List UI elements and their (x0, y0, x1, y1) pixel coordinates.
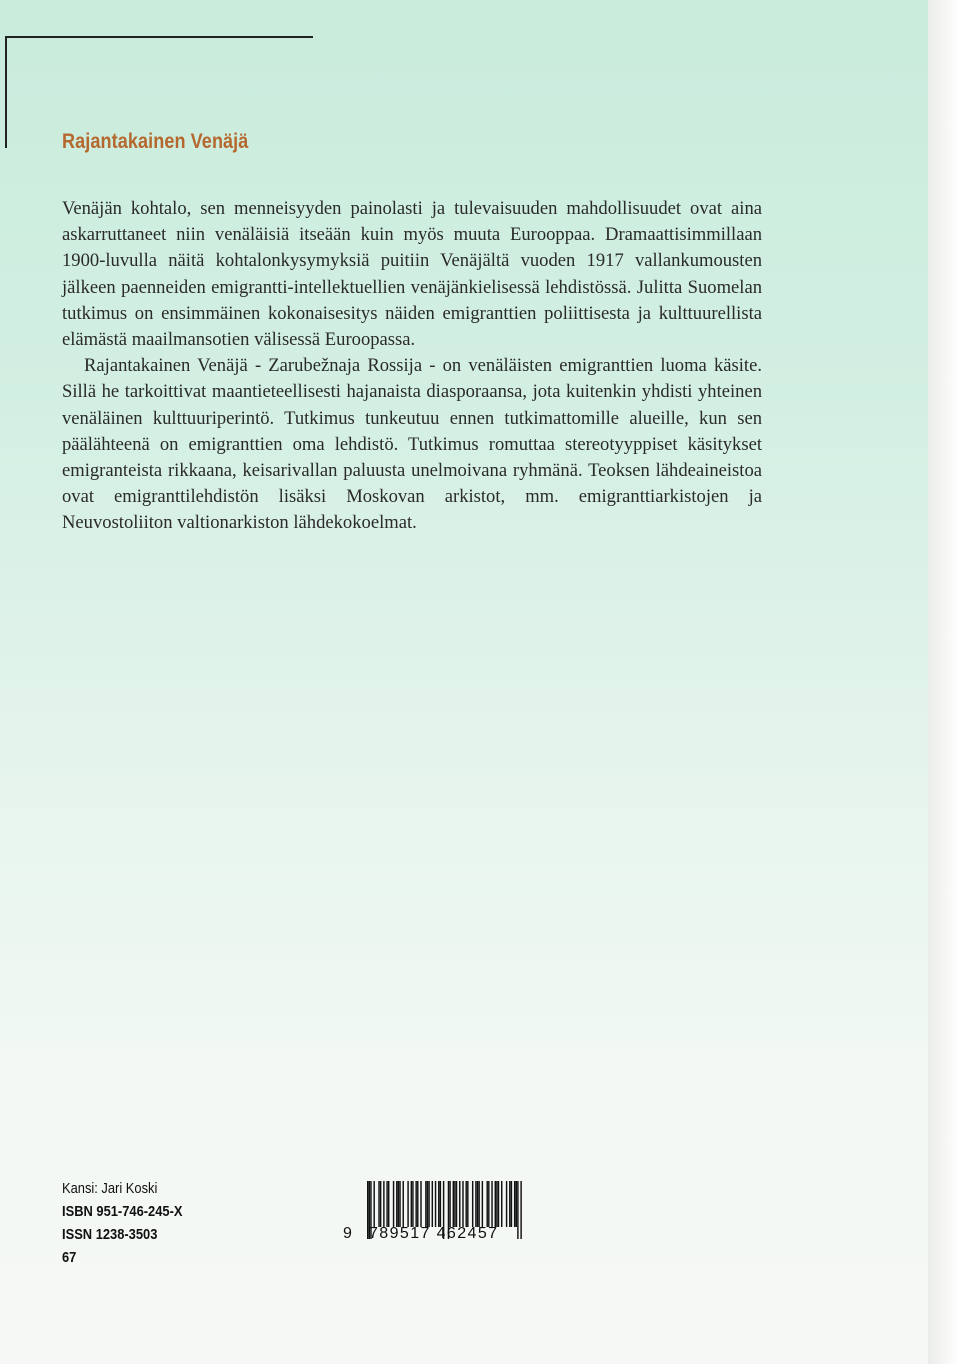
issn-number: ISSN 1238-3503 (62, 1226, 158, 1243)
barcode-bar (420, 1181, 421, 1227)
barcode-bar (398, 1181, 399, 1227)
barcode-bar (462, 1181, 463, 1227)
book-title: Rajantakainen Venäjä (62, 130, 249, 153)
barcode-bar (456, 1181, 457, 1227)
barcode-bar (440, 1181, 441, 1227)
isbn-number: ISBN 951-746-245-X (62, 1203, 183, 1220)
barcode-lead-digit: 9 (343, 1225, 352, 1242)
barcode-bar (472, 1181, 473, 1227)
barcode-bar (393, 1181, 394, 1227)
barcode-bar (399, 1181, 400, 1227)
frame-line-top (5, 36, 313, 38)
blurb-text (62, 196, 762, 537)
barcode (343, 1181, 528, 1253)
barcode-bar (467, 1181, 468, 1227)
barcode-bar (435, 1181, 436, 1227)
barcode-bar (511, 1181, 512, 1227)
barcode-bar (478, 1181, 479, 1227)
barcode-bar (417, 1181, 418, 1227)
barcode-bar (449, 1181, 450, 1227)
barcode-bar (506, 1181, 507, 1227)
barcode-digits: 789517 462457 (369, 1225, 499, 1242)
barcode-bar (373, 1181, 374, 1227)
barcode-bar (495, 1181, 496, 1227)
barcode-bar (498, 1181, 499, 1227)
barcode-bar (453, 1181, 454, 1227)
barcode-bar (520, 1181, 521, 1239)
barcode-bar (396, 1181, 397, 1227)
frame-line-left (5, 36, 7, 148)
barcode-bar (427, 1181, 428, 1227)
barcode-bar (496, 1181, 497, 1227)
barcode-bar (432, 1181, 433, 1227)
barcode-bar (412, 1181, 413, 1227)
imprint-block (62, 1177, 182, 1269)
barcode-bar (411, 1181, 412, 1227)
barcode-bar (388, 1181, 389, 1227)
barcode-bar (516, 1181, 517, 1227)
barcode-bar (407, 1181, 408, 1227)
barcode-bar (454, 1181, 455, 1227)
barcode-bar (514, 1181, 515, 1227)
barcode-bar (509, 1181, 510, 1227)
barcode-bar (465, 1181, 466, 1227)
barcode-bar (428, 1181, 429, 1227)
series-number: 67 (62, 1249, 77, 1266)
barcode-bar (425, 1181, 426, 1227)
barcode-bar (415, 1181, 416, 1227)
barcode-bar (459, 1181, 460, 1227)
barcode-bar (380, 1181, 381, 1227)
barcode-bar (486, 1181, 487, 1227)
barcode-bar (488, 1181, 489, 1227)
barcode-bar (517, 1181, 518, 1239)
barcode-bar (403, 1181, 404, 1227)
barcode-bar (438, 1181, 439, 1227)
barcode-bar (491, 1181, 492, 1227)
barcode-bar (383, 1181, 384, 1227)
barcode-bar (475, 1181, 476, 1227)
blurb-paragraph-1: Venäjän kohtalo, sen menneisyyden painolasti ja tulevaisuuden mahdollisuudet ovat aina askarruttaneet niin venäläisiä itseään kuin myös muuta Eurooppaa. Dramaattisimmillaan 1900-luvulla näitä kohtalonkysymyksiä puitiin Venäjältä vuoden 1917 vallankumousten jälkeen paenneiden emigrantti-intellektuellien venäjänkielisessä lehdistössä. Julitta Suomelan tutkimus on ensimmäinen kokonaisesitys näiden emigranttien poliittisesta ja kulttuurellista elämästä maailmansotien välisessä Euroopassa. (62, 198, 762, 351)
barcode-bar (386, 1181, 387, 1227)
page-edge-margin (928, 0, 960, 1364)
blurb-paragraph-2: Rajantakainen Venäjä - Zarubežnaja Rossija - on venäläisten emigranttien luoma käsite. Sillä he tarkoittivat maantieteellisesti hajanaista diasporaansa, jota kuitenkin yhdisti yhteinen venäläinen kulttuuriperintö. Tutkimus tunkeutuu ennen tutkimattomille alueille, kun sen päälähteenä on emigranttien oma lehdistö. Tutkimus romuttaa stereotyyppiset käsitykset emigranteista rikkaana, keisarivallan paluusta unelmoivana ryhmänä. Teoksen lähdeaineistoa ovat emigranttilehdistön lisäksi Moskovan arkistot, mm. emigranttiarkistojen ja Neuvostoliiton valtionarkiston lähdekokoelmat. (62, 355, 762, 534)
barcode-bar (501, 1181, 502, 1227)
barcode-bar (477, 1181, 478, 1227)
barcode-bar (378, 1181, 379, 1227)
cover-credit: Kansi: Jari Koski (62, 1180, 158, 1197)
barcode-bar (482, 1181, 483, 1227)
